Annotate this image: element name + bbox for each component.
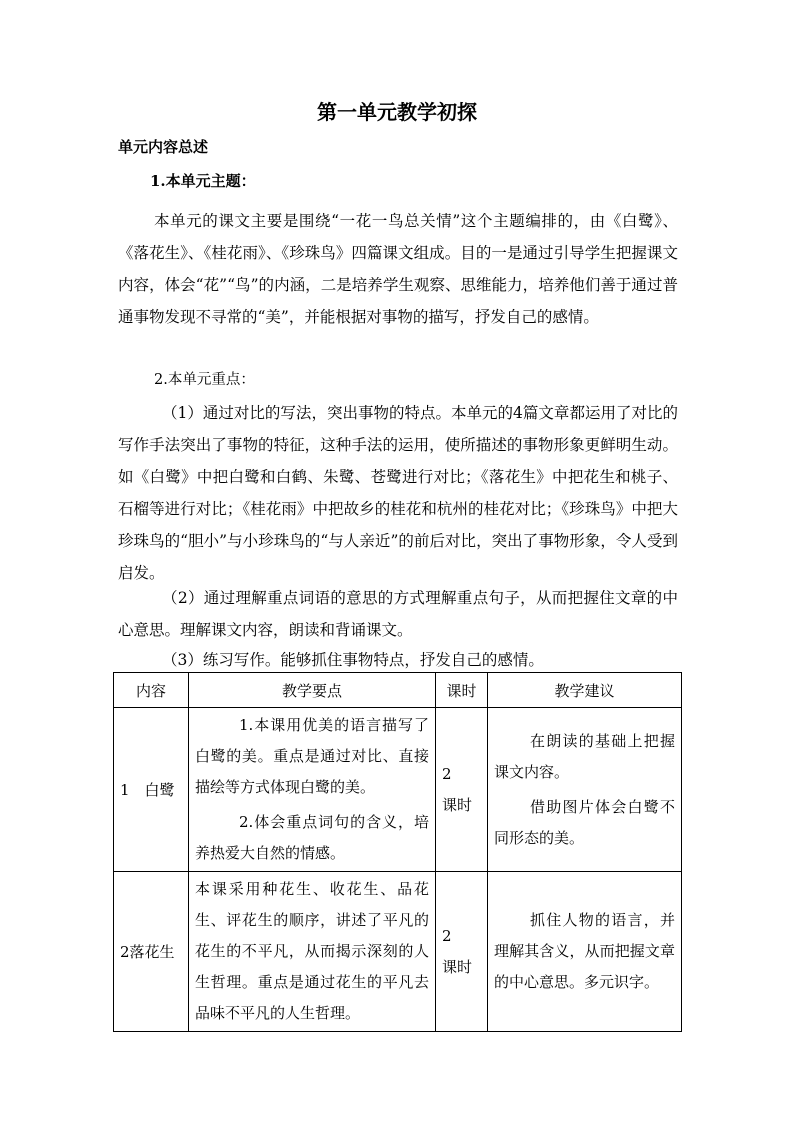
lesson-hours: 2 课时: [436, 872, 488, 1032]
focus-point-3: （3）练习写作。能够抓住事物特点，抒发自己的感情。: [162, 651, 544, 669]
key-point: 本课采用种花生、收花生、品花生、评花生的顺序，讲述了平凡的花生的不平凡，从而揭示深刻的人生哲理。重点是通过花生的平凡去品味不平凡的人生哲理。: [195, 880, 429, 1022]
lesson-suggestions: [488, 872, 682, 1032]
header-suggestions: 教学建议: [488, 673, 682, 708]
header-content: 内容: [114, 673, 189, 708]
focus-heading: 2.本单元重点：: [154, 372, 255, 388]
table-header-row: [114, 673, 682, 708]
table-row: [114, 872, 682, 1032]
lesson-plan-table: [113, 672, 682, 1032]
header-hours: 课时: [436, 673, 488, 708]
lesson-key-points: [189, 872, 436, 1032]
suggestion: 在朗读的基础上把握课文内容。: [494, 731, 675, 781]
lesson-suggestions: [488, 708, 682, 872]
header-key-points: 教学要点: [189, 673, 436, 708]
lesson-name: 2落花生: [114, 872, 189, 1032]
theme-heading: 1.本单元主题：: [150, 172, 256, 190]
suggestion: 抓住人物的语言，并理解其含义，从而把握文章的中心意思。多元识字。: [494, 911, 675, 991]
focus-point-1: （1）通过对比的写法，突出事物的特点。本单元的4篇文章都运用了对比的写作手法突出了事物的特征，这种手法的运用，使所描述的事物形象更鲜明生动。如《白鹭》中把白鹭和白鹤、朱鹭、苍鹭进行对比；《落花生》中把花生和桃子、石榴等进行对比；《桂花雨》中把故乡的桂花和杭州的桂花对比；《珍珠鸟》中把大珍珠鸟的“胆小”与小珍珠鸟的“与人亲近”的前后对比，突出了事物形象，令人受到启发。: [118, 404, 678, 582]
suggestion: 借助图片体会白鹭不同形态的美。: [494, 797, 675, 847]
key-point: 2.体会重点词句的含义，培养热爱大自然的情感。: [195, 813, 429, 862]
theme-paragraph: 本单元的课文主要是围绕“一花一鸟总关情”这个主题编排的，由《白鹭》、《落花生》、《桂花雨》、《珍珠鸟》四篇课文组成。目的一是通过引导学生把握课文内容，体会“花”“鸟”的内涵，二是培养学生观察、思维能力，培养他们善于通过普通事物发现不寻常的“美”，并能根据对事物的描写，抒发自己的感情。: [118, 212, 678, 326]
section-heading: 单元内容总述: [118, 138, 209, 156]
lesson-hours: 2 课时: [436, 708, 488, 872]
key-point: 1.本课用优美的语言描写了白鹭的美。重点是通过对比、直接描绘等方式体现白鹭的美。: [195, 716, 429, 796]
lesson-name: 1 白鹭: [114, 708, 189, 872]
focus-point-2: （2）通过理解重点词语的意思的方式理解重点句子，从而把握住文章的中心意思。理解课文内容，朗读和背诵课文。: [118, 589, 678, 639]
page-title: 第一单元教学初探: [317, 100, 477, 124]
lesson-key-points: [189, 708, 436, 872]
table-row: [114, 708, 682, 872]
